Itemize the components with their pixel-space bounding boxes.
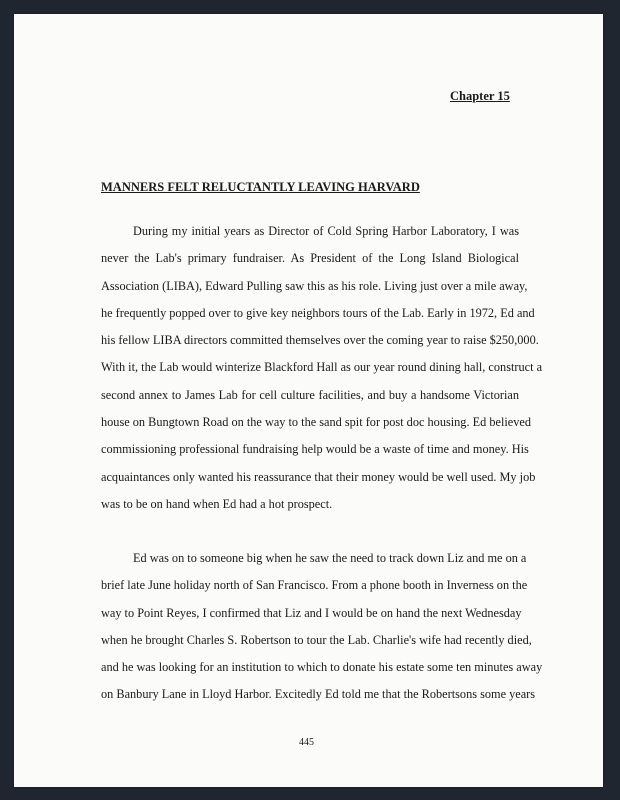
chapter-label: Chapter 15 — [450, 89, 510, 103]
paragraph-2 — [101, 545, 543, 709]
paragraph-line: Ed was on to someone big when he saw the need to track down Liz and me on a — [133, 551, 527, 565]
paragraph-line: his fellow LIBA directors committed themselves over the coming year to raise $250,000. — [101, 333, 539, 348]
paragraph-line: and he was looking for an institution to which to donate his estate some ten minutes away — [101, 660, 543, 675]
paragraph-1 — [101, 218, 543, 518]
page-number: 445 — [299, 737, 314, 748]
paragraph-line: brief late June holiday north of San Francisco. From a phone booth in Inverness on the — [101, 578, 528, 593]
paragraph-line: on Banbury Lane in Lloyd Harbor. Excitedly Ed told me that the Robertsons some years — [101, 687, 536, 702]
paragraph-line: Association (LIBA), Edward Pulling saw this as his role. Living just over a mile away, — [101, 278, 528, 293]
paragraph-line: way to Point Reyes, I confirmed that Liz and I would be on hand the next Wednesday — [101, 605, 522, 620]
paragraph-line: second annex to James Lab for cell culture facilities, and buy a handsome Victorian — [101, 387, 519, 402]
paragraph-line: he frequently popped over to give key neighbors tours of the Lab. Early in 1972, Ed and — [101, 305, 535, 320]
paragraph-line: was to be on hand when Ed had a hot prospect. — [101, 496, 333, 511]
paragraph-line: never the Lab's primary fundraiser. As President of the Long Island Biological — [101, 251, 519, 266]
paragraph-line: house on Bungtown Road on the way to the sand spit for post doc housing. Ed believed — [101, 415, 531, 430]
paragraph-line: During my initial years as Director of Cold Spring Harbor Laboratory, I was — [133, 224, 519, 238]
paragraph-line: commissioning professional fundraising help would be a waste of time and money. His — [101, 442, 529, 457]
paragraph-line: acquaintances only wanted his reassurance that their money would be well used. My job — [101, 469, 536, 484]
paragraph-line: With it, the Lab would winterize Blackford Hall as our year round dining hall, construct a — [101, 360, 543, 375]
paragraph-line: when he brought Charles S. Robertson to tour the Lab. Charlie's wife had recently died, — [101, 632, 532, 647]
section-heading: MANNERS FELT RELUCTANTLY LEAVING HARVARD — [101, 180, 420, 194]
document-page — [14, 14, 603, 787]
